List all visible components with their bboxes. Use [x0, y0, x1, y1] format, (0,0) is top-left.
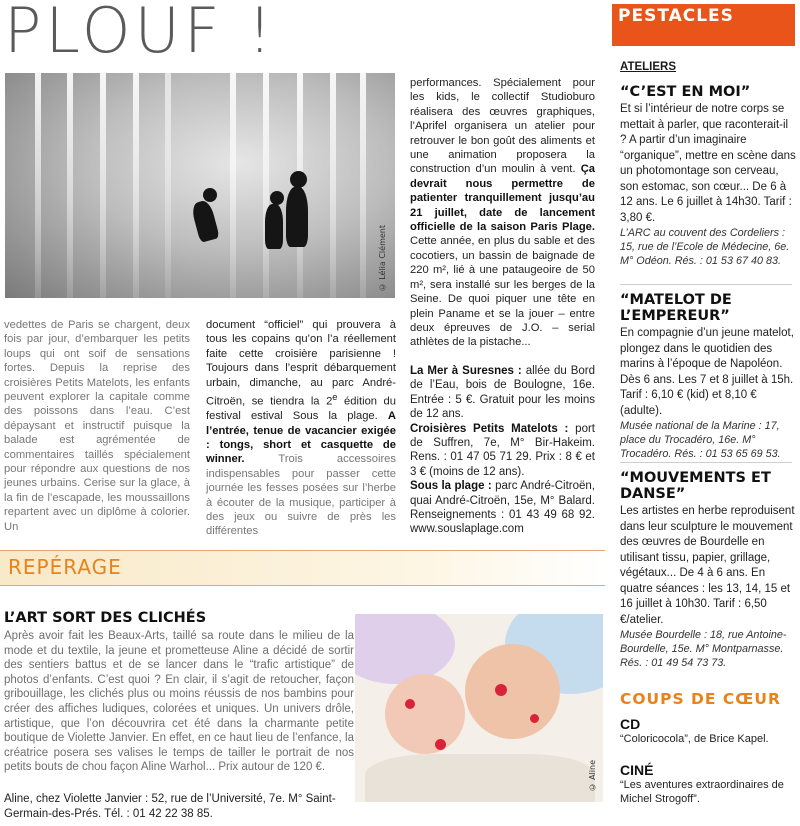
workshop-description: En compagnie d’un jeune matelot, plongez dans le quotidien des marins à l’époque de Napoléon. Dès 6 ans. Les 7 et 8 juillet à 15h. Tarif : 6,10 € (kid) et 8,10 € (adulte). [620, 327, 794, 417]
favorite-label: CD [620, 716, 641, 732]
favorite-text: “Les aventures extraordinaires de Michel Strogoff”. [620, 779, 784, 805]
subsection-label: ATELIERS [620, 61, 677, 73]
venue-details: allée du Bord de l’Eau, bois de Boulogne, 16e. Entrée : 5 €. Gratuit pour les moins de 12 ans. [410, 365, 596, 421]
sidebar [612, 0, 800, 826]
favorites-heading: COUPS DE CŒUR [620, 690, 781, 708]
article-text: document “officiel” qui prouvera à tous les copains qu’on l’a réellement faite cette croisière parisienne ! Toujours dans l’esprit débarquement urbain, dimanche, au parc André-Citroën, se tiendra la 2 [206, 319, 396, 408]
venue-details: port de Suffren, 7e, M° Bir-Hakeim. Rens. : 01 47 05 71 29. Prix : 8 € et 3 € (moins de 12 ans). [410, 422, 595, 478]
venue-name: Croisières Petits Matelots : [410, 422, 569, 435]
venue-name: La Mer à Suresnes : [410, 365, 522, 377]
divider [620, 284, 792, 285]
article-column-3 [410, 76, 595, 350]
workshop-entry [620, 470, 796, 670]
fountain-photo [5, 73, 395, 298]
article-text: Trois accessoires indispensables pour passer cette journée les fesses posées sur l’herbe à écouter de la musique, participer à des jeux ou suivre de près les différentes [206, 453, 396, 538]
article-highlight: A l’entrée, tenue de vacancier exigée : tongs, short et casquette de winner. [206, 410, 396, 466]
practical-item [410, 364, 595, 422]
article-text: performances. Spécialement pour les kids, le collectif Studioburo réalisera des œuvres graphiques, l’Aprifel organisera un atelier pour retrouver le bon goût des aliments et une animation proposera la construction d’un moulin à vent. [410, 77, 595, 176]
divider [620, 462, 792, 463]
workshop-title: “MATELOT DE L’EMPEREUR” [620, 292, 732, 324]
workshop-entry [620, 292, 796, 461]
workshop-description: Les artistes en herbe reproduisent dans leur sculpture le mouvement des œuvres de Bourdelle en utilisant tissu, papier, grillage, végétaux... De 4 à 6 ans. En quatre séances : les 13, 14, 15 et 16 juillet à 10h30. Tarif : 6,50 €/atelier. [620, 505, 795, 626]
workshop-title: “C’EST EN MOI” [620, 84, 751, 100]
headline: PLOUF ! [4, 0, 277, 67]
favorite-item [620, 716, 796, 746]
art-illustration [355, 614, 603, 802]
venue-details: parc André-Citroën, quai André-Citroën, 15e, M° Balard. Renseignements : 01 43 49 68 92. www.souslaplage.com [410, 480, 595, 536]
article-text: vedettes de Paris se chargent, deux fois par jour, d’embarquer les petits loups qui ont soif de sensations fortes. Depuis la reprise des croisières Petits Matelots, les enfants peuvent explorer la capitale comme des poissons dans l’eau. C’est dépaysant et instructif puisque la balade est agrémentée de commentaires taillés spécialement pour répondre aux questions de nos jeunes urbains. Cerise sur la glace, à la fin de l’escapade, les moussaillons repartent avec un diplôme à colorier. Un [4, 319, 190, 533]
workshop-entry [620, 84, 796, 268]
workshop-venue: L’ARC au couvent des Cordeliers : 15, rue de l’Ecole de Médecine, 6e. M° Odéon. Rés. : 01 53 67 40 83. [620, 227, 790, 267]
workshop-title: “MOUVEMENTS ET DANSE” [620, 470, 771, 502]
art-title: L’ART SORT DES CLICHÉS [4, 610, 207, 626]
practical-item [410, 479, 595, 537]
practical-item [410, 422, 595, 480]
article-text: édition du festival estival Sous la plage. [206, 395, 396, 423]
favorite-label: CINÉ [620, 762, 654, 778]
article-column-1 [4, 318, 190, 534]
section-tag: PESTACLES [612, 4, 795, 46]
article-highlight: Ça devrait nous permettre de patienter tranquillement jusqu’au 21 juillet, date de lancement officielle de la saison Paris Plage. [410, 163, 595, 234]
favorite-text: “Coloricocola”, de Brice Kapel. [620, 733, 769, 745]
workshop-venue: Musée national de la Marine : 17, place du Trocadéro, 16e. M° Trocadéro. Rés. : 01 53 65 69 53. [620, 420, 781, 460]
photo-credit: © Lélia Clément [378, 225, 387, 292]
article-text: Cette année, en plus du sable et des cocotiers, un bassin de baignade de 220 m², lié à une pataugeoire de 50 m², sera installé sur les berges de la Seine. De quoi piquer une tête en plein Paname et se la jouer – entre deux épreuves de J.O. – serial athlètes de la pistache... [410, 235, 595, 349]
favorite-item [620, 762, 796, 806]
practical-info [410, 364, 595, 537]
art-credit: © Aline [588, 760, 597, 792]
art-body: Après avoir fait les Beaux-Arts, taillé sa route dans le milieu de la mode et du textile, la jeune et prometteuse Aline a décidé de sortir des sentiers battus et de se lancer dans le “trafic artistique” de photos d’enfants. C’est quoi ? En clair, il s’agit de retoucher, façon gribouillage, les clichés plus ou moins réussis de nos bambins pour créer des affiches ludiques, colorées et uniques. Un univers drôle, artistique, que l’on découvrira cet été dans la charmante petite boutique de Violette Janvier. En effet, en ce haut lieu de l’enfance, la créatrice posera ses valises le temps de tailler le portrait de nos petits bouts de chou façon Aline Warhol... Prix autour de 120 €. [4, 630, 354, 774]
superscript: e [332, 392, 338, 403]
reperage-label: REPÉRAGE [8, 555, 122, 579]
reperage-band [0, 550, 605, 586]
art-address: Aline, chez Violette Janvier : 52, rue de l’Université, 7e. M° Saint-Germain-des-Prés. Tél. : 01 42 22 38 85. [4, 793, 336, 820]
workshop-venue: Musée Bourdelle : 18, rue Antoine-Bourdelle, 15e. M° Montparnasse. Rés. : 01 49 54 73 73. [620, 629, 787, 669]
article-column-2 [206, 318, 396, 539]
venue-name: Sous la plage : [410, 480, 492, 493]
workshop-description: Et si l’intérieur de notre corps se mettait à parler, que raconterait-il ? A partir d’un imaginaire “organique”, mettre en scène dans un photomontage son cerveau, son estomac, son cœur... De 6 à 12 ans. Le 6 juillet à 14h30. Tarif : 3,80 €. [620, 103, 796, 224]
